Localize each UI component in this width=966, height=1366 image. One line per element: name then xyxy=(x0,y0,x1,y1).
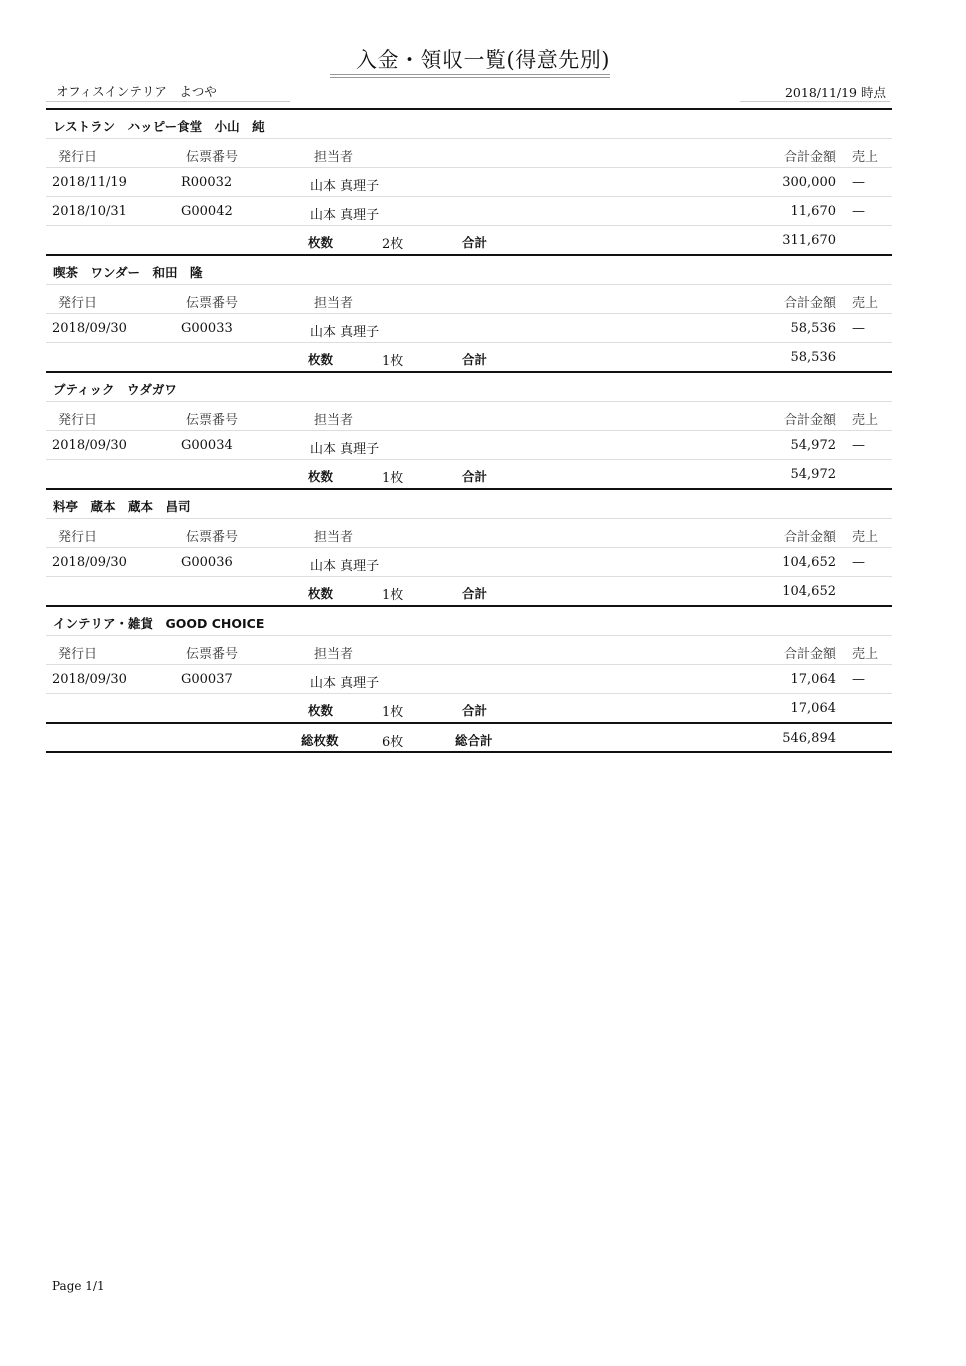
customer-group xyxy=(46,110,892,256)
subtotal-total-label: 合計 xyxy=(462,469,488,484)
cell-slip-number: R00032 xyxy=(181,175,233,190)
cell-sales: — xyxy=(852,204,865,219)
company-underline xyxy=(46,101,290,102)
header-sales: 売上 xyxy=(852,647,879,662)
subtotal-count-label: 枚数 xyxy=(308,235,334,250)
grand-total-label: 総合計 xyxy=(455,733,493,748)
subtotal-amount: 17,064 xyxy=(790,701,836,716)
customer-group xyxy=(46,373,892,490)
cell-slip-number: G00033 xyxy=(181,321,233,336)
subtotal-count: 2枚 xyxy=(382,237,404,252)
table-row xyxy=(46,314,892,343)
table-row xyxy=(46,168,892,197)
header-sales: 売上 xyxy=(852,296,879,311)
subtotal-total-label: 合計 xyxy=(462,352,488,367)
customer-name: ブティック ウダガワ xyxy=(53,382,177,397)
subtotal-total-label: 合計 xyxy=(462,703,488,718)
cell-staff: 山本 真理子 xyxy=(310,676,380,691)
header-date: 発行日 xyxy=(58,296,98,311)
customer-name: 喫茶 ワンダー 和田 隆 xyxy=(53,265,203,280)
column-header-row xyxy=(46,285,892,314)
header-slip-number: 伝票番号 xyxy=(186,413,239,428)
subtotal-row xyxy=(46,577,892,605)
cell-staff: 山本 真理子 xyxy=(310,325,380,340)
header-date: 発行日 xyxy=(58,413,98,428)
customer-group xyxy=(46,607,892,724)
cell-staff: 山本 真理子 xyxy=(310,559,380,574)
header-amount: 合計金額 xyxy=(783,647,836,662)
customer-row xyxy=(46,110,892,139)
header-date: 発行日 xyxy=(58,530,98,545)
title-underline-double xyxy=(330,77,610,78)
subtotal-count: 1枚 xyxy=(382,354,404,369)
subtotal-row xyxy=(46,694,892,722)
table-row xyxy=(46,197,892,226)
header-slip-number: 伝票番号 xyxy=(186,296,239,311)
grand-total-amount: 546,894 xyxy=(782,731,836,746)
header-staff: 担当者 xyxy=(314,150,354,165)
column-header-row xyxy=(46,139,892,168)
customer-name: インテリア・雑貨 GOOD CHOICE xyxy=(53,616,265,631)
column-header-row xyxy=(46,519,892,548)
subtotal-row xyxy=(46,343,892,371)
cell-date: 2018/11/19 xyxy=(52,175,127,190)
subtotal-total-label: 合計 xyxy=(462,235,488,250)
subtotal-amount: 58,536 xyxy=(790,350,836,365)
customer-name: 料亭 蔵本 蔵本 昌司 xyxy=(53,499,191,514)
cell-amount: 54,972 xyxy=(790,438,836,453)
cell-staff: 山本 真理子 xyxy=(310,179,380,194)
cell-sales: — xyxy=(852,555,865,570)
cell-amount: 58,536 xyxy=(790,321,836,336)
header-sales: 売上 xyxy=(852,530,879,545)
cell-slip-number: G00042 xyxy=(181,204,233,219)
subtotal-count: 1枚 xyxy=(382,705,404,720)
cell-amount: 300,000 xyxy=(782,175,836,190)
cell-date: 2018/09/30 xyxy=(52,672,127,687)
grand-count-label: 総枚数 xyxy=(301,733,339,748)
report-table xyxy=(46,108,892,753)
subtotal-count-label: 枚数 xyxy=(308,352,334,367)
as-of-date: 2018/11/19 時点 xyxy=(784,85,886,100)
title-underline xyxy=(330,74,610,75)
cell-sales: — xyxy=(852,438,865,453)
subtotal-row xyxy=(46,226,892,254)
header-slip-number: 伝票番号 xyxy=(186,150,239,165)
page-title: 入金・領収一覧(得意先別) xyxy=(356,48,610,72)
cell-amount: 17,064 xyxy=(790,672,836,687)
header-amount: 合計金額 xyxy=(783,413,836,428)
page-number: Page 1/1 xyxy=(52,1279,105,1293)
header-date: 発行日 xyxy=(58,150,98,165)
cell-sales: — xyxy=(852,175,865,190)
cell-date: 2018/09/30 xyxy=(52,555,127,570)
customer-name: レストラン ハッピー食堂 小山 純 xyxy=(53,119,265,134)
subtotal-total-label: 合計 xyxy=(462,586,488,601)
cell-date: 2018/10/31 xyxy=(52,204,127,219)
subtotal-amount: 54,972 xyxy=(790,467,836,482)
cell-date: 2018/09/30 xyxy=(52,321,127,336)
subtotal-count-label: 枚数 xyxy=(308,586,334,601)
customer-row xyxy=(46,490,892,519)
header-staff: 担当者 xyxy=(314,647,354,662)
cell-slip-number: G00036 xyxy=(181,555,233,570)
subtotal-count: 1枚 xyxy=(382,588,404,603)
header-staff: 担当者 xyxy=(314,530,354,545)
header-slip-number: 伝票番号 xyxy=(186,647,239,662)
subtotal-count: 1枚 xyxy=(382,471,404,486)
subtotal-amount: 104,652 xyxy=(782,584,836,599)
cell-date: 2018/09/30 xyxy=(52,438,127,453)
header-staff: 担当者 xyxy=(314,296,354,311)
header-staff: 担当者 xyxy=(314,413,354,428)
cell-slip-number: G00034 xyxy=(181,438,233,453)
subtotal-count-label: 枚数 xyxy=(308,469,334,484)
customer-group xyxy=(46,490,892,607)
table-row xyxy=(46,431,892,460)
customer-row xyxy=(46,607,892,636)
customer-group xyxy=(46,256,892,373)
header-amount: 合計金額 xyxy=(783,150,836,165)
cell-amount: 11,670 xyxy=(790,204,836,219)
header-slip-number: 伝票番号 xyxy=(186,530,239,545)
cell-staff: 山本 真理子 xyxy=(310,442,380,457)
header-sales: 売上 xyxy=(852,150,879,165)
customer-row xyxy=(46,256,892,285)
as-of-underline xyxy=(740,101,890,102)
grand-total-row xyxy=(46,724,892,753)
subtotal-amount: 311,670 xyxy=(782,233,836,248)
cell-sales: — xyxy=(852,321,865,336)
company-name: オフィスインテリア よつや xyxy=(56,84,217,99)
column-header-row xyxy=(46,636,892,665)
header-date: 発行日 xyxy=(58,647,98,662)
header-amount: 合計金額 xyxy=(783,530,836,545)
cell-staff: 山本 真理子 xyxy=(310,208,380,223)
cell-slip-number: G00037 xyxy=(181,672,233,687)
cell-sales: — xyxy=(852,672,865,687)
table-row xyxy=(46,665,892,694)
subtotal-row xyxy=(46,460,892,488)
column-header-row xyxy=(46,402,892,431)
header-amount: 合計金額 xyxy=(783,296,836,311)
customer-row xyxy=(46,373,892,402)
cell-amount: 104,652 xyxy=(782,555,836,570)
grand-count: 6枚 xyxy=(382,735,404,750)
header-sales: 売上 xyxy=(852,413,879,428)
subtotal-count-label: 枚数 xyxy=(308,703,334,718)
table-row xyxy=(46,548,892,577)
